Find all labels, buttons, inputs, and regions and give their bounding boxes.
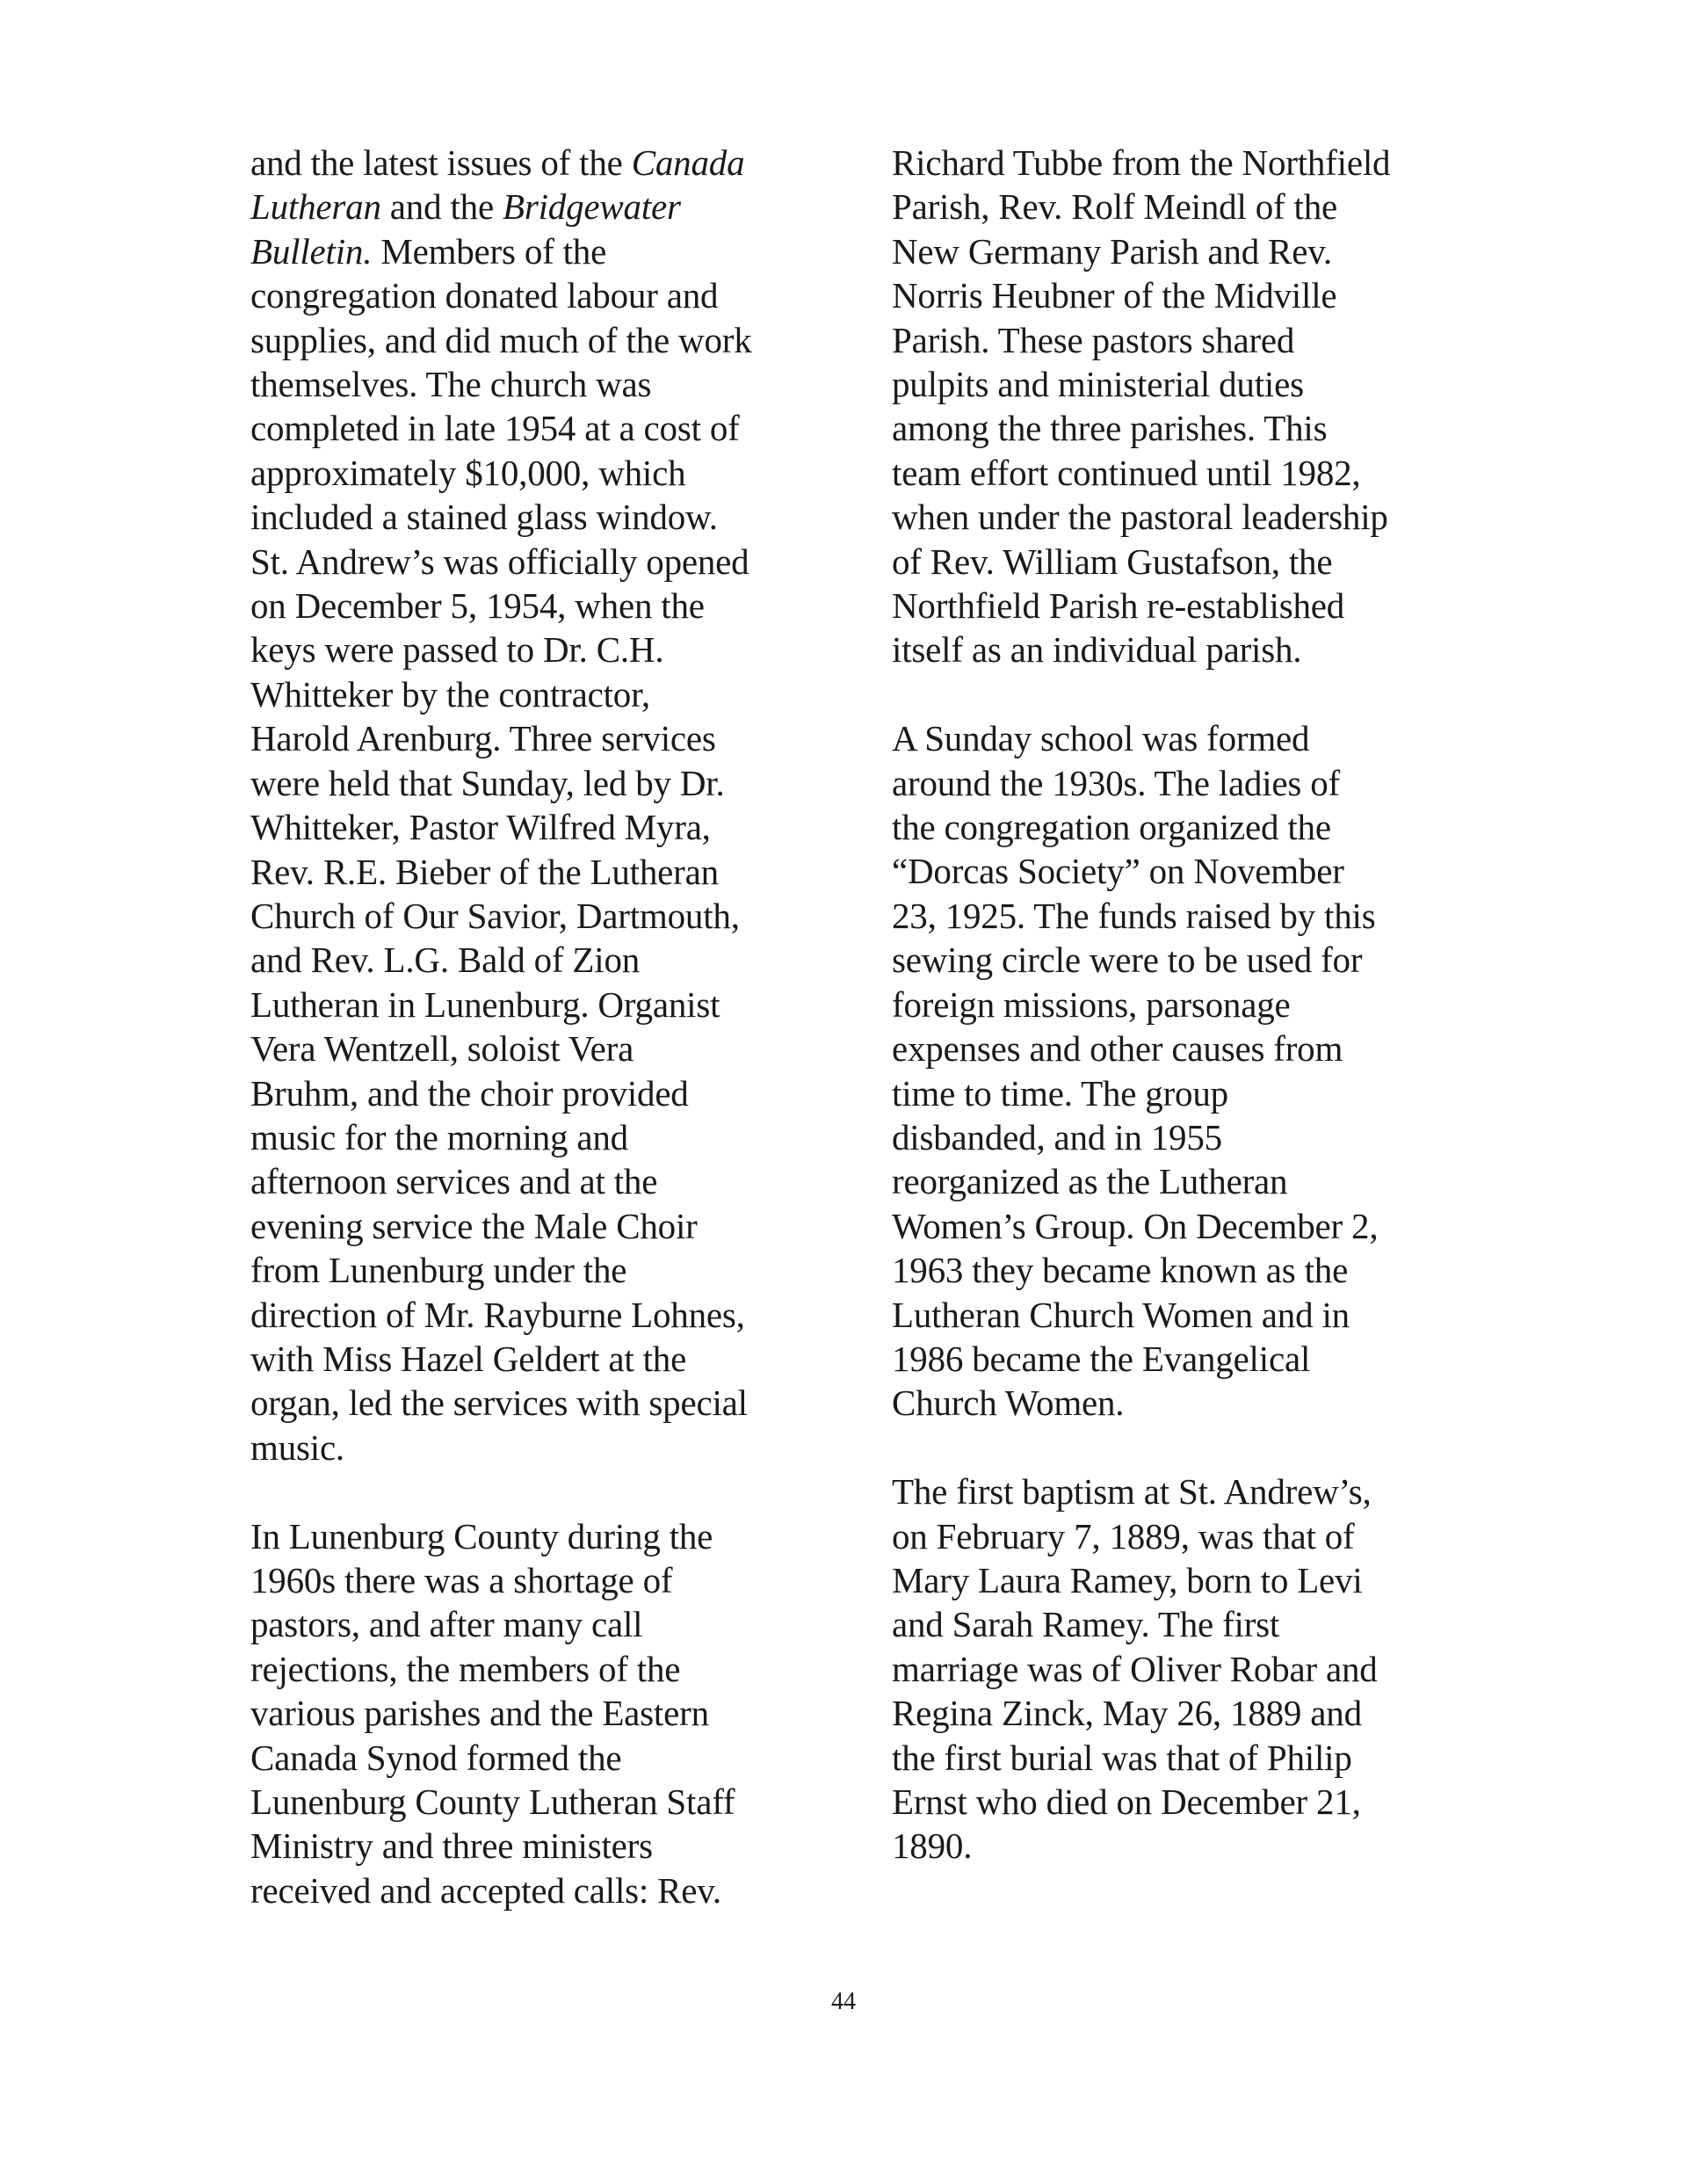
text-run: A Sunday school was formed xyxy=(892,718,1310,759)
text-line xyxy=(250,1780,813,1824)
italic-title: Bulletin. xyxy=(250,230,373,272)
text-line xyxy=(892,1691,1454,1735)
text-line xyxy=(250,1514,813,1558)
text-line xyxy=(250,628,813,671)
text-run: 1986 became the Evangelical xyxy=(892,1338,1311,1379)
text-run: and the latest issues of the xyxy=(250,142,632,183)
text-line xyxy=(892,1469,1454,1513)
text-run: Whitteker by the contractor, xyxy=(250,673,650,715)
text-run: Lutheran Church Women and in xyxy=(892,1294,1350,1335)
text-run: received and accepted calls: Rev. xyxy=(250,1869,721,1911)
text-run: direction of Mr. Rayburne Lohnes, xyxy=(250,1294,745,1335)
text-line xyxy=(250,1647,813,1691)
text-line xyxy=(892,1293,1454,1337)
text-line xyxy=(250,850,813,894)
text-line xyxy=(250,1381,813,1425)
text-line xyxy=(250,406,813,450)
text-run: organ, led the services with special xyxy=(250,1382,748,1424)
text-run: evening service the Male Choir xyxy=(250,1205,698,1246)
text-run: Norris Heubner of the Midville xyxy=(892,275,1337,316)
text-line xyxy=(250,1824,813,1868)
text-run: pastors, and after many call xyxy=(250,1604,643,1645)
text-run: Regina Zinck, May 26, 1889 and xyxy=(892,1693,1362,1734)
text-line xyxy=(250,1868,813,1912)
text-line xyxy=(250,318,813,362)
text-run: Lutheran in Lunenburg. Organist xyxy=(250,983,720,1025)
text-run: disbanded, and in 1955 xyxy=(892,1116,1222,1157)
text-line xyxy=(892,805,1454,849)
text-run: pulpits and ministerial duties xyxy=(892,364,1304,405)
text-line xyxy=(250,141,813,185)
text-run: “Dorcas Society” on November xyxy=(892,851,1344,892)
text-line xyxy=(892,273,1454,317)
text-run: team effort continued until 1982, xyxy=(892,452,1361,493)
text-line xyxy=(250,1159,813,1203)
text-run: Members of the xyxy=(372,230,607,272)
text-run: were held that Sunday, led by Dr. xyxy=(250,762,725,803)
text-run: Northfield Parish re-established xyxy=(892,585,1345,627)
text-run: New Germany Parish and Rev. xyxy=(892,230,1332,272)
text-run: Canada Synod formed the xyxy=(250,1737,622,1778)
text-run: various parishes and the Eastern xyxy=(250,1693,709,1734)
left-paragraph-1 xyxy=(250,141,813,1469)
text-run: marriage was of Oliver Robar and xyxy=(892,1648,1378,1689)
text-line xyxy=(892,318,1454,362)
text-line xyxy=(250,983,813,1027)
text-run: when under the pastoral leadership xyxy=(892,497,1388,538)
text-line xyxy=(250,1602,813,1646)
text-line xyxy=(892,451,1454,495)
right-paragraph-3 xyxy=(892,1469,1454,1868)
text-line xyxy=(892,584,1454,628)
text-line xyxy=(892,894,1454,938)
text-run: foreign missions, parsonage xyxy=(892,983,1291,1025)
text-line xyxy=(892,628,1454,671)
text-line xyxy=(892,938,1454,982)
text-line xyxy=(250,1426,813,1469)
text-line xyxy=(250,1691,813,1735)
text-line xyxy=(892,983,1454,1027)
text-line xyxy=(892,185,1454,229)
text-run: approximately $10,000, which xyxy=(250,452,686,493)
text-run: music for the morning and xyxy=(250,1116,628,1157)
text-run: and Rev. L.G. Bald of Zion xyxy=(250,940,641,981)
text-run: Bruhm, and the choir provided xyxy=(250,1072,689,1114)
text-run: included a stained glass window. xyxy=(250,497,718,538)
text-run: Parish, Rev. Rolf Meindl of the xyxy=(892,186,1338,228)
text-line xyxy=(892,1824,1454,1868)
italic-title: Canada xyxy=(631,142,745,183)
text-run: rejections, the members of the xyxy=(250,1648,681,1689)
text-line xyxy=(892,540,1454,584)
text-line xyxy=(250,451,813,495)
text-line xyxy=(892,229,1454,273)
text-run: of Rev. William Gustafson, the xyxy=(892,541,1333,582)
text-run: from Lunenburg under the xyxy=(250,1250,627,1291)
text-line xyxy=(892,1558,1454,1602)
text-run: Lunenburg County Lutheran Staff xyxy=(250,1781,735,1823)
text-run: the first burial was that of Philip xyxy=(892,1737,1352,1778)
left-paragraph-2 xyxy=(250,1514,813,1913)
text-run: supplies, and did much of the work xyxy=(250,319,752,360)
text-run: music. xyxy=(250,1426,344,1468)
text-line xyxy=(250,362,813,406)
text-run: reorganized as the Lutheran xyxy=(892,1161,1288,1202)
text-run: itself as an individual parish. xyxy=(892,629,1302,671)
text-line xyxy=(892,1736,1454,1780)
text-run: completed in late 1954 at a cost of xyxy=(250,408,740,449)
text-run: 1960s there was a shortage of xyxy=(250,1559,673,1600)
text-run: Richard Tubbe from the Northfield xyxy=(892,142,1391,183)
text-line xyxy=(892,362,1454,406)
text-line xyxy=(250,894,813,938)
text-run: and Sarah Ramey. The first xyxy=(892,1604,1280,1645)
text-run: Mary Laura Ramey, born to Levi xyxy=(892,1559,1363,1600)
text-line xyxy=(250,1337,813,1381)
paragraph-gap xyxy=(250,1469,813,1513)
text-run: around the 1930s. The ladies of xyxy=(892,762,1340,803)
text-run: Church Women. xyxy=(892,1382,1125,1424)
text-line xyxy=(250,495,813,539)
text-line xyxy=(250,672,813,716)
text-run: congregation donated labour and xyxy=(250,275,719,316)
text-run: afternoon services and at the xyxy=(250,1161,658,1202)
text-line xyxy=(892,1115,1454,1159)
paragraph-gap xyxy=(892,1426,1454,1469)
italic-title: Bridgewater xyxy=(503,186,681,228)
text-run: Ernst who died on December 21, xyxy=(892,1781,1361,1822)
text-line xyxy=(250,229,813,273)
text-line xyxy=(892,849,1454,893)
text-run: Vera Wentzell, soloist Vera xyxy=(250,1028,634,1070)
text-run: Ministry and three ministers xyxy=(250,1825,653,1867)
text-line xyxy=(250,1071,813,1115)
text-run: on December 5, 1954, when the xyxy=(250,585,705,627)
text-line xyxy=(892,1602,1454,1646)
text-line xyxy=(892,1337,1454,1381)
text-run: with Miss Hazel Geldert at the xyxy=(250,1338,687,1379)
text-line xyxy=(892,1248,1454,1292)
right-paragraph-2 xyxy=(892,716,1454,1426)
text-run: and the xyxy=(380,186,503,228)
text-line xyxy=(250,584,813,628)
text-line xyxy=(892,1071,1454,1115)
text-line xyxy=(250,716,813,760)
text-line xyxy=(892,495,1454,539)
text-line xyxy=(250,1115,813,1159)
text-run: In Lunenburg County during the xyxy=(250,1515,713,1556)
text-run: St. Andrew’s was officially opened xyxy=(250,541,749,582)
text-line xyxy=(250,1736,813,1780)
text-run: the congregation organized the xyxy=(892,807,1331,848)
text-line xyxy=(892,761,1454,805)
text-line xyxy=(250,938,813,982)
text-line xyxy=(250,761,813,805)
text-run: sewing circle were to be used for xyxy=(892,940,1363,981)
text-line xyxy=(250,1248,813,1292)
text-line xyxy=(250,1204,813,1248)
text-line xyxy=(892,406,1454,450)
right-column xyxy=(892,141,1454,1868)
paragraph-gap xyxy=(892,672,1454,716)
text-line xyxy=(250,805,813,849)
text-run: Church of Our Savior, Dartmouth, xyxy=(250,895,740,936)
text-run: time to time. The group xyxy=(892,1072,1228,1114)
italic-title: Lutheran xyxy=(250,186,381,228)
text-line xyxy=(250,1558,813,1602)
text-run: on February 7, 1889, was that of xyxy=(892,1515,1355,1556)
text-line xyxy=(250,540,813,584)
text-run: Whitteker, Pastor Wilfred Myra, xyxy=(250,807,711,848)
text-line xyxy=(892,1647,1454,1691)
left-column xyxy=(250,141,813,1912)
text-line xyxy=(250,1293,813,1337)
right-paragraph-1 xyxy=(892,141,1454,672)
text-line xyxy=(250,273,813,317)
text-line xyxy=(892,1027,1454,1070)
text-line xyxy=(250,185,813,229)
text-run: Harold Arenburg. Three services xyxy=(250,718,716,759)
text-line xyxy=(892,1780,1454,1824)
text-line xyxy=(892,716,1454,760)
text-run: expenses and other causes from xyxy=(892,1028,1343,1070)
text-run: Parish. These pastors shared xyxy=(892,319,1295,360)
text-run: keys were passed to Dr. C.H. xyxy=(250,629,664,671)
text-run: among the three parishes. This xyxy=(892,408,1328,449)
text-run: 23, 1925. The funds raised by this xyxy=(892,895,1376,936)
page-number: 44 xyxy=(831,1988,856,2015)
text-line xyxy=(892,141,1454,185)
text-line xyxy=(892,1381,1454,1425)
text-run: The first baptism at St. Andrew’s, xyxy=(892,1471,1372,1513)
text-run: 1890. xyxy=(892,1825,973,1867)
text-run: 1963 they became known as the xyxy=(892,1250,1349,1291)
text-line xyxy=(892,1514,1454,1558)
text-line xyxy=(892,1159,1454,1203)
text-line xyxy=(250,1027,813,1070)
text-line xyxy=(892,1204,1454,1248)
text-run: Rev. R.E. Bieber of the Lutheran xyxy=(250,851,719,892)
text-run: Women’s Group. On December 2, xyxy=(892,1205,1379,1246)
text-run: themselves. The church was xyxy=(250,364,652,405)
